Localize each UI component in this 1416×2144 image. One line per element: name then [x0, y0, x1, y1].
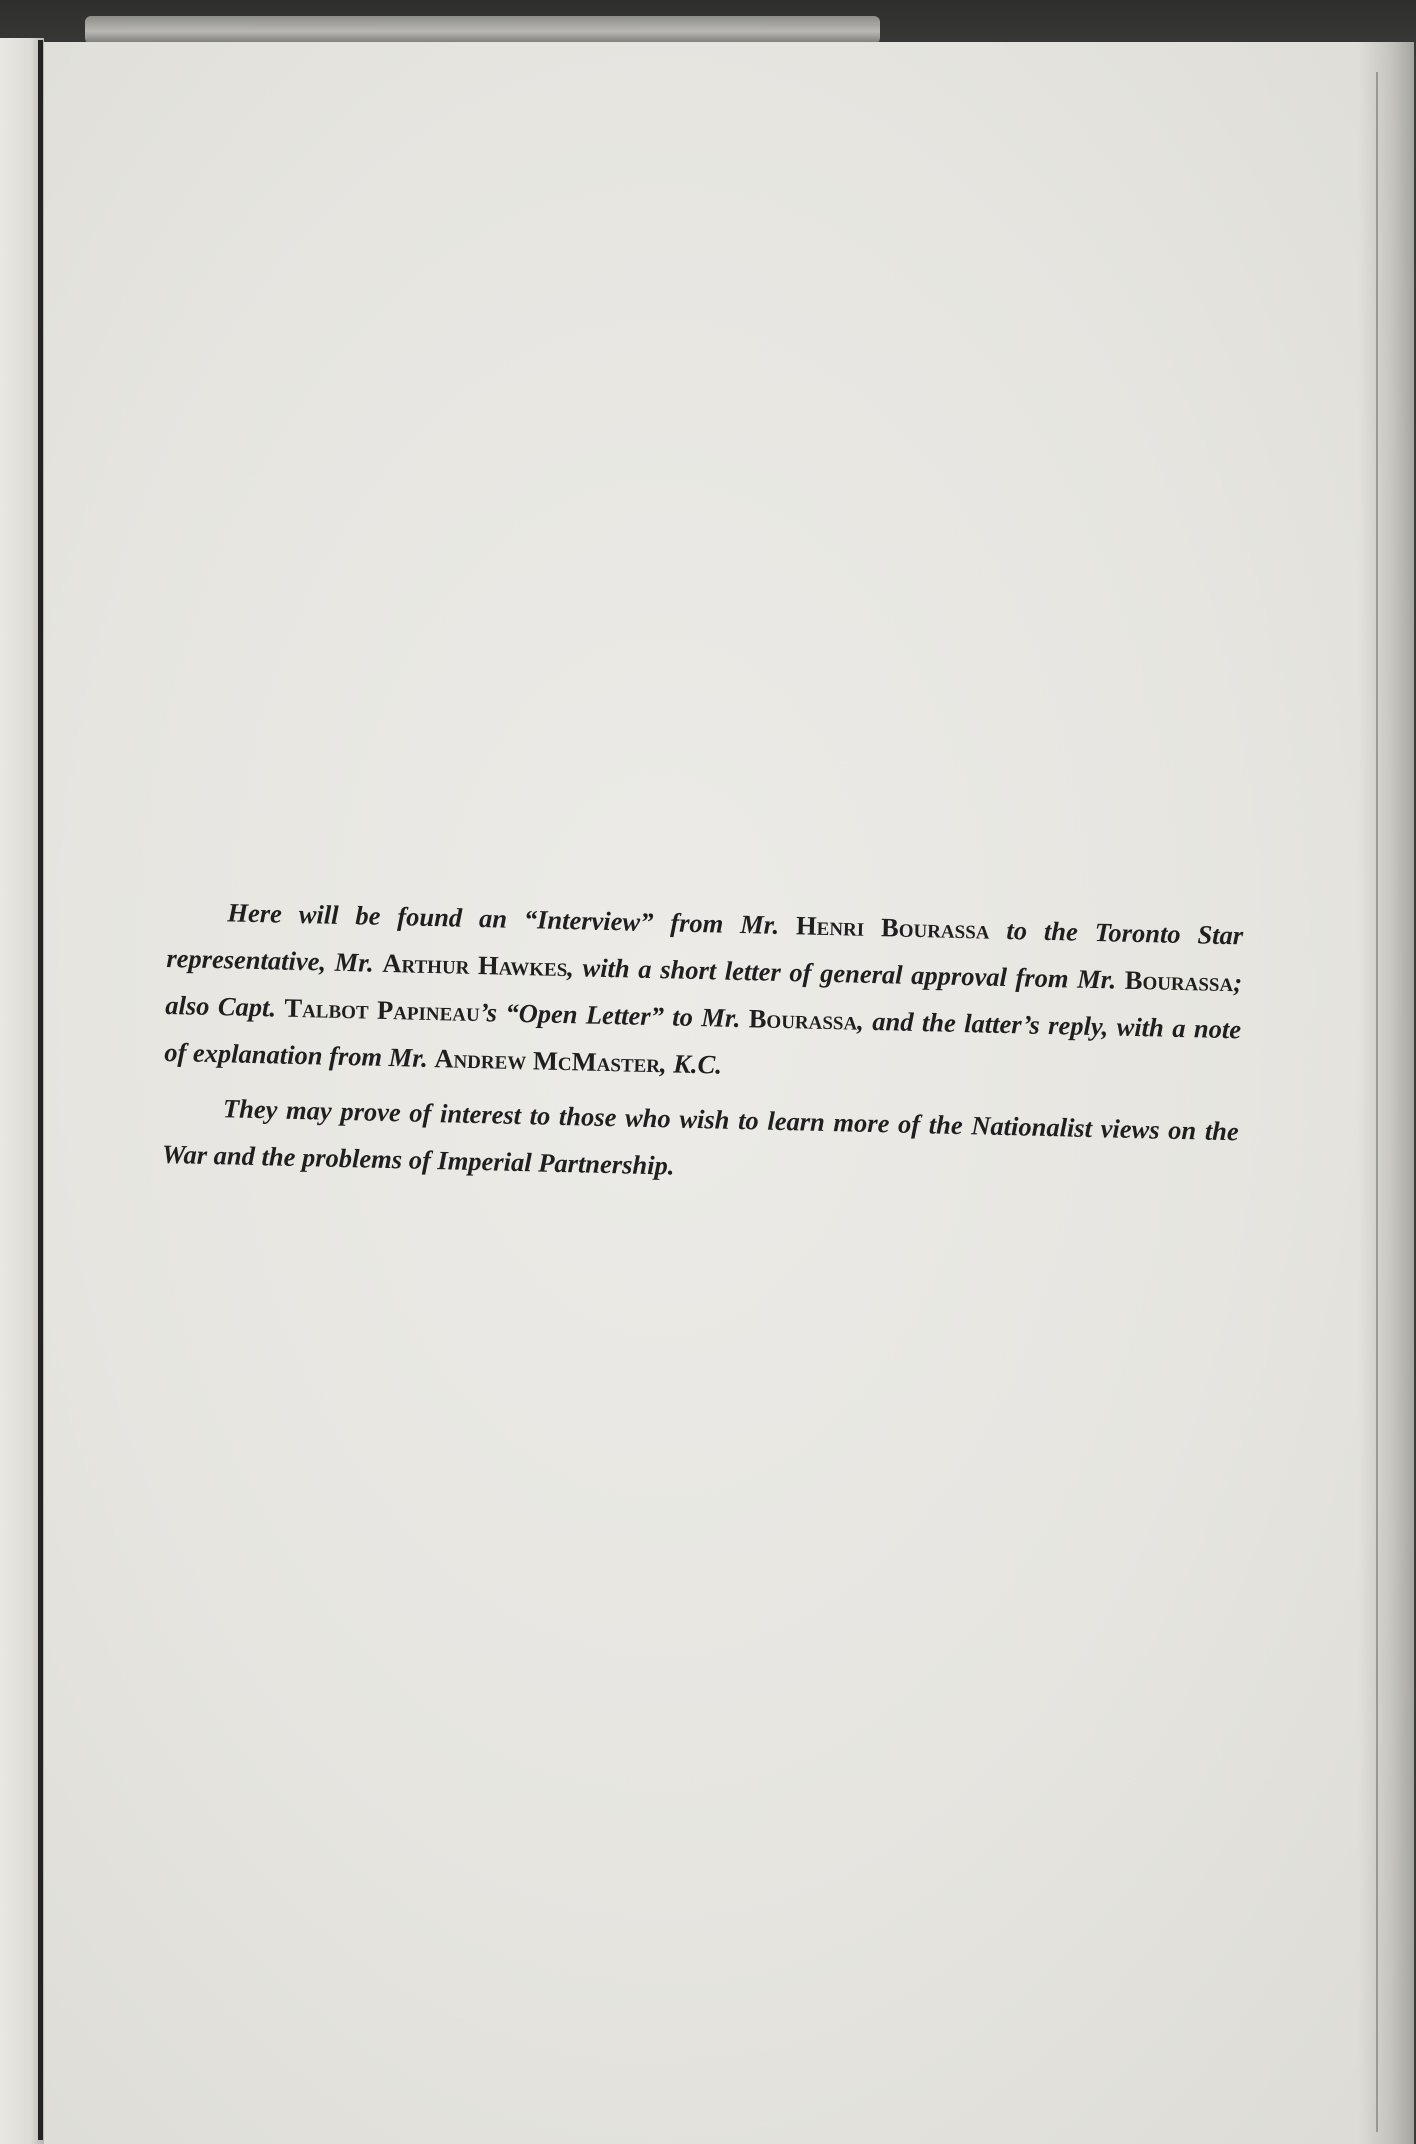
paragraph-intro: [164, 888, 1244, 1100]
text-run: ’s “Open Letter” to Mr.: [479, 997, 750, 1034]
book-page: [44, 42, 1414, 2144]
paragraph-interest: They may prove of interest to those who wish to learn more of the Nationalist views on the War and the problems of Imperial Partnership.: [161, 1093, 1240, 1181]
page-text-block: [161, 888, 1243, 1202]
binding-strip: [85, 16, 880, 44]
text-run: to the Toronto Star representative, Mr.: [166, 914, 1244, 978]
text-run: , with a short letter of general approval from Mr.: [566, 952, 1126, 995]
text-run: Here will be found an “Interview” from Mr.: [227, 897, 797, 941]
text-run: , and the latter’s reply, with a note of explanation from Mr.: [163, 1005, 1242, 1074]
person-name: Andrew McMaster: [434, 1043, 661, 1079]
person-name: Talbot Papineau: [284, 992, 481, 1028]
page-edge-line: [1376, 72, 1378, 2132]
text-run: ; also Capt.: [165, 967, 1243, 1023]
page-right-shadow: [1358, 42, 1414, 2144]
spine-line: [38, 40, 43, 2140]
person-name: Arthur Hawkes: [382, 947, 568, 983]
person-name: Bourassa: [748, 1003, 858, 1036]
person-name: Henri Bourassa: [795, 910, 990, 945]
person-name: Bourassa: [1124, 964, 1234, 998]
text-run: , K.C.: [659, 1048, 723, 1080]
